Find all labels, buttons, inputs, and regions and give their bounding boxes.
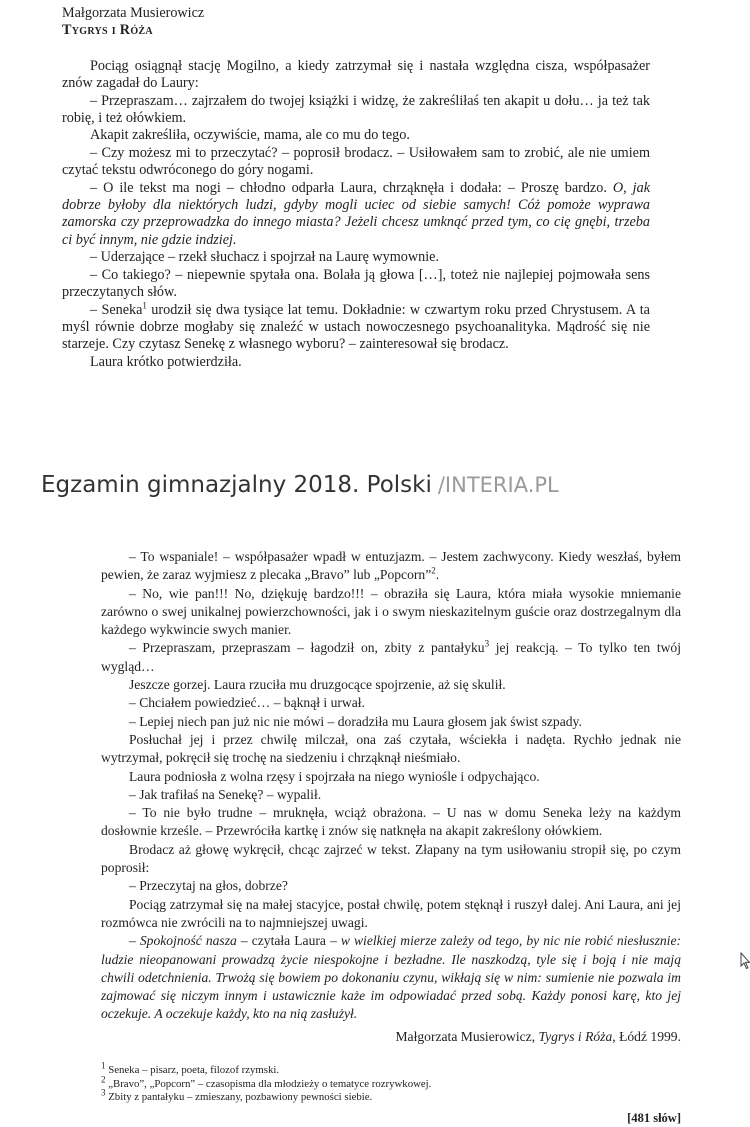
text-run: – O ile tekst ma nogi – chłodno odparła Laura, chrząknęła i dodała: – Proszę bardzo. — [90, 179, 613, 196]
footnote-ref: 1 — [142, 299, 147, 310]
text-run: – Uderzające – rzekł słuchacz i spojrzał na Laurę wymownie. — [90, 249, 440, 266]
footnote — [101, 1074, 681, 1092]
word-count: [481 słów] — [627, 1110, 681, 1125]
text-run: – No, wie pan!!! No, dziękuję bardzo!!! – obraziła się Laura, która miała wysokie mniemanie zarówno o swej unikalnej powierzchowności, jak i o swym nieskazitelnym guście oraz dostrzegalnym dla każdego wykwincie swych manier. — [101, 585, 681, 638]
text-run: – To nie było trudne – mruknęła, wciąż obrażona. – U nas w domu Seneka leży na każdym dosłownie krześle. – Przewróciła kartkę i znów się natknęła na akapit zakreślony ołówkiem. — [101, 805, 681, 839]
text-run: , Łódź 1999. — [612, 1028, 681, 1044]
paragraph — [101, 585, 681, 640]
paragraph — [62, 145, 650, 180]
text-run: Laura podniosła z wolna rzęsy i spojrzała na niego wyniośle i odpychająco. — [129, 768, 540, 784]
paragraph — [62, 180, 650, 250]
text-run: – Co takiego? – niepewnie spytała ona. Bolała ją głowa […], toteż nie najlepiej pojmowała sens przeczytanych słów. — [62, 266, 650, 301]
footnotes — [101, 1060, 681, 1105]
source-caption — [101, 1028, 681, 1046]
text-run: Brodacz aż głowę wykręcił, chcąc zajrzeć w tekst. Złapany na tym usiłowaniu stropił się, po czym poprosił: — [101, 841, 681, 876]
document-page-1 — [62, 5, 650, 371]
exam-banner — [41, 472, 559, 498]
italic-text: O, jak dobrze byłoby dla niektórych ludzi, gdyby mogli uciec od siebie samych! Cóż pomoże wyprawa zamorska czy przeprowadzka do innego miasta? Jeżeli chcesz umknąć przed tym, co cię gnębi, trzeba ci być innym, nie gdzie indziej. — [62, 179, 650, 248]
paragraph — [101, 676, 681, 694]
text-run: – Czy możesz mi to przeczytać? – poprosił brodacz. – Usiłowałem sam to zrobić, ale nie umiem czytać tekstu odwróconego do góry nogami. — [62, 144, 650, 179]
text-run: – Przeczytaj na głos, dobrze? — [129, 878, 288, 894]
text-run: – — [129, 933, 140, 949]
footnote-text: Zbity z pantałyku – zmieszany, pozbawiony pewności siebie. — [105, 1091, 373, 1104]
paragraph — [62, 299, 650, 354]
text-run: Laura krótko potwierdziła. — [90, 353, 242, 370]
footnote-ref: 2 — [431, 565, 436, 576]
text-run: . — [435, 567, 440, 583]
banner-source[interactable]: /INTERIA.PL — [437, 473, 559, 497]
footnote-number: 3 — [101, 1087, 106, 1098]
italic-text: w wielkiej mierze zależy od tego, by nic nie robić niesłusznie: ludzie nieopanowani prowadzą życie niespokojne i bezładne. Ile naszkodzą, tyle się i boją i nie mają chwili odetchnienia. Trwożą się bowiem po dokonaniu czynu, wikłają się w nim: sumienie nie pozwala im zajmować się niczym innym i ustawicznie każe im odpowiadać przed sobą. Każdy ponosi karę, kto jej oczekuje. A oczekuje każdy, kto na nią zasłużył. — [101, 933, 682, 1022]
paragraph — [101, 768, 681, 786]
excerpt-body-1 — [62, 58, 650, 371]
italic-text: Tygrys i Róża — [538, 1028, 613, 1044]
paragraph — [62, 267, 650, 302]
paragraph — [101, 877, 681, 895]
text-run: Pociąg zatrzymał się na małej stacyjce, postał chwilę, potem stęknął i ruszył dalej. Ani Laura, ani jej rozmówca nie zwrócili na to najmniejszej uwagi. — [101, 896, 681, 930]
paragraph — [101, 731, 681, 768]
text-run: – Przepraszam, przepraszam – łagodził on, zbity z pantałyku — [129, 640, 485, 656]
italic-text: Spokojność nasza — [139, 933, 237, 949]
paragraph — [101, 713, 681, 731]
paragraph — [101, 896, 681, 933]
text-run: – czytała Laura – — [236, 933, 341, 949]
footnote-text: „Bravo”, „Popcorn” – czasopisma dla młodzieży o tematyce rozrywkowej. — [105, 1077, 432, 1090]
text-run: jej reakcją. – To tylko ten twój wygląd… — [101, 640, 681, 674]
paragraph — [101, 548, 681, 585]
paragraph — [62, 58, 650, 93]
paragraph — [62, 249, 650, 266]
paragraph — [62, 127, 650, 144]
paragraph — [62, 354, 650, 371]
footnote — [101, 1087, 681, 1105]
text-run: – Chciałem powiedzieć… – bąknął i urwał. — [129, 695, 365, 711]
paragraph — [101, 694, 681, 712]
text-run: – Seneka — [90, 301, 143, 318]
excerpt-body-2 — [101, 548, 681, 1024]
footnote-number: 1 — [101, 1060, 106, 1071]
text-run: – Jak trafiłaś na Senekę? – wypalił. — [129, 786, 322, 802]
text-run: Posłuchał jej i przez chwilę milczał, ona zaś czytała, wściekła i nadęta. Rychło jednak nie wytrzymał, pokręcił się trochę na siedzeniu i chrząknął nieśmiało. — [101, 731, 681, 766]
document-page-2 — [101, 548, 681, 1127]
paragraph — [101, 639, 681, 676]
text-run: – To wspaniale! – współpasażer wpadł w entuzjazm. – Jestem zachwycony. Kiedy weszłaś, byłem pewien, że zaraz wyjmiesz z plecaka „Bravo” lub „Popcorn” — [101, 549, 681, 583]
footnote — [101, 1060, 681, 1078]
footnote-ref: 3 — [484, 638, 490, 649]
book-title: Tygrys i Róża — [62, 22, 153, 39]
paragraph — [101, 804, 681, 841]
text-run: – Lepiej niech pan już nic nie mówi – doradziła mu Laura głosem jak świst szpady. — [129, 713, 582, 729]
paragraph — [62, 93, 650, 128]
mouse-cursor-icon — [740, 952, 750, 970]
footnote-number: 2 — [101, 1074, 106, 1085]
footnote-text: Seneka – pisarz, poeta, filozof rzymski. — [105, 1064, 280, 1077]
author-name: Małgorzata Musierowicz — [62, 5, 205, 21]
paragraph — [101, 786, 681, 804]
text-run: – Przepraszam… zajrzałem do twojej książki i widzę, że zakreśliłaś ten akapit u dołu… ja też tak robię, i też ołówkiem. — [62, 92, 650, 127]
paragraph — [101, 932, 681, 1023]
text-run: urodził się dwa tysiące lat temu. Dokładnie: w czwartym roku przed Chrystusem. A ta myśl równie dobrze mogłaby się znaleźć w ustach nowoczesnego psychoanalityka. Mądrość się nie starzeje. Czy czytasz Senekę z własnego wyboru? – zainteresował się brodacz. — [62, 301, 650, 353]
text-run: Pociąg osiągnął stację Mogilno, a kiedy zatrzymał się i nastała względna cisza, współpasażer znów zagadał do Laury: — [62, 57, 650, 92]
text-run: Jeszcze gorzej. Laura rzuciła mu druzgocące spojrzenie, aż się skulił. — [129, 677, 506, 693]
banner-title: Egzamin gimnazjalny 2018. Polski — [41, 472, 432, 498]
text-run: Małgorzata Musierowicz, — [395, 1028, 539, 1044]
paragraph — [101, 841, 681, 878]
text-run: Akapit zakreśliła, oczywiście, mama, ale co mu do tego. — [90, 127, 410, 144]
